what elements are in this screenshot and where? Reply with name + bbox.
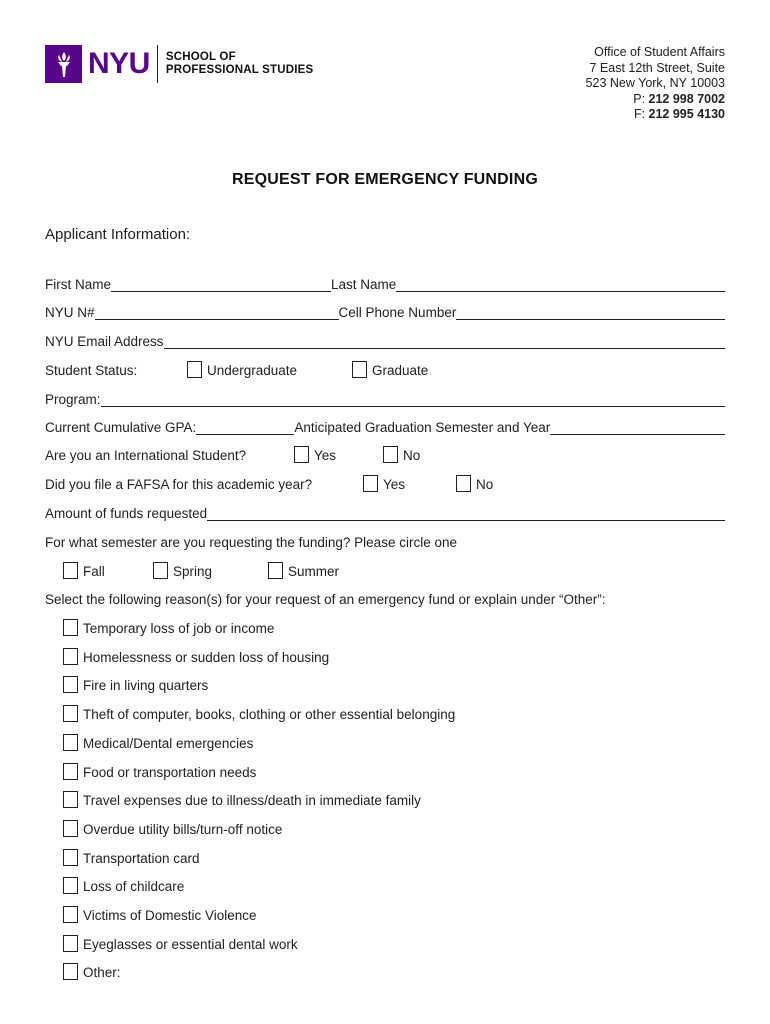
other-checkbox[interactable]: [63, 963, 78, 980]
reason-option: [63, 935, 298, 952]
summer-label: Summer: [288, 564, 340, 579]
gpa-field[interactable]: [196, 420, 294, 435]
gpa-row: [45, 413, 725, 435]
graduate-label: Graduate: [372, 363, 429, 378]
reason-item: [45, 930, 725, 952]
amount-row: [45, 499, 725, 521]
reason-item: [45, 643, 725, 665]
reason-label: Overdue utility bills/turn-off notice: [83, 822, 283, 837]
reason-option: [63, 791, 421, 808]
program-field[interactable]: [101, 392, 725, 407]
reason-checkbox[interactable]: [63, 935, 78, 952]
semester-option-spring: [153, 562, 212, 579]
reason-label: Loss of childcare: [83, 879, 185, 894]
reason-item: [45, 872, 725, 894]
status-option-undergraduate: [187, 361, 297, 378]
semester-options-row: [45, 557, 725, 579]
office-street: 7 East 12th Street, Suite: [589, 60, 725, 75]
reason-option: [63, 676, 208, 693]
cell-phone-field[interactable]: [456, 305, 725, 320]
spring-label: Spring: [173, 564, 213, 579]
reason-checkbox[interactable]: [63, 619, 78, 636]
program-row: [45, 385, 725, 407]
international-yes-label: Yes: [314, 448, 337, 463]
reason-label: Homelessness or sudden loss of housing: [83, 650, 330, 665]
last-name-field[interactable]: [396, 277, 725, 292]
reason-checkbox[interactable]: [63, 648, 78, 665]
nyu-sps-logo: [45, 45, 313, 83]
email-row: [45, 327, 725, 349]
reason-checkbox[interactable]: [63, 906, 78, 923]
reason-label: Medical/Dental emergencies: [83, 736, 254, 751]
page-title: REQUEST FOR EMERGENCY FUNDING: [232, 171, 538, 188]
graduate-checkbox[interactable]: [352, 361, 367, 378]
semester-option-summer: [268, 562, 339, 579]
program-label: Program:: [45, 392, 101, 407]
reason-label: Travel expenses due to illness/death in immediate family: [83, 793, 421, 808]
last-name-label: Last Name: [331, 277, 397, 292]
logo-divider: [157, 45, 158, 83]
reason-label: Fire in living quarters: [83, 678, 209, 693]
reason-option: [63, 619, 274, 636]
reason-option: [63, 877, 184, 894]
reason-item: [45, 671, 725, 693]
reason-option: [63, 705, 455, 722]
status-row: [45, 356, 725, 378]
reason-item: [45, 901, 725, 923]
email-label: NYU Email Address: [45, 334, 164, 349]
fall-checkbox[interactable]: [63, 562, 78, 579]
international-option-yes: [294, 446, 336, 463]
amount-field[interactable]: [207, 506, 725, 521]
status-label: Student Status:: [45, 363, 138, 378]
reason-item: [45, 815, 725, 837]
office-name: Office of Student Affairs: [594, 45, 725, 59]
first-name-label: First Name: [45, 277, 112, 292]
logo-wordmark: NYU: [88, 47, 150, 80]
reason-option: [63, 820, 282, 837]
office-city: 523 New York, NY 10003: [585, 76, 725, 90]
fafsa-no-checkbox[interactable]: [456, 475, 471, 492]
reason-checkbox[interactable]: [63, 849, 78, 866]
reason-item: [45, 786, 725, 808]
international-no-checkbox[interactable]: [383, 446, 398, 463]
international-option-no: [383, 446, 420, 463]
semester-question: For what semester are you requesting the funding? Please circle one: [45, 535, 457, 550]
office-fax: [586, 107, 725, 123]
graduation-label: Anticipated Graduation Semester and Year: [294, 420, 551, 435]
fafsa-yes-label: Yes: [383, 477, 406, 492]
reasons-question: Select the following reason(s) for your request of an emergency fund or explain under “Other”:: [45, 592, 606, 607]
school-line-2: PROFESSIONAL STUDIES: [165, 64, 314, 76]
id-row: [45, 298, 725, 320]
reason-checkbox[interactable]: [63, 820, 78, 837]
reason-option: [63, 849, 200, 866]
reason-item: [45, 758, 725, 780]
reason-item: [45, 844, 725, 866]
nyu-id-field[interactable]: [95, 305, 339, 320]
reason-checkbox[interactable]: [63, 877, 78, 894]
reason-checkbox[interactable]: [63, 676, 78, 693]
name-row: [45, 270, 725, 292]
semester-option-fall: [63, 562, 105, 579]
reason-option: [63, 906, 257, 923]
reasons-question-row: [45, 585, 725, 607]
section-heading: Applicant Information:: [45, 226, 191, 243]
international-row: [45, 441, 725, 463]
reason-item: [45, 614, 725, 636]
fax-label: F:: [633, 107, 646, 121]
reason-item-other: [45, 958, 725, 980]
reason-option: [63, 648, 329, 665]
office-address: [586, 45, 725, 123]
gpa-label: Current Cumulative GPA:: [45, 420, 197, 435]
fafsa-row: [45, 470, 725, 492]
fall-label: Fall: [83, 564, 105, 579]
reason-checkbox[interactable]: [63, 734, 78, 751]
reason-checkbox[interactable]: [63, 763, 78, 780]
amount-label: Amount of funds requested: [45, 506, 208, 521]
other-label: Other:: [83, 965, 121, 980]
office-phone: [586, 92, 725, 108]
fafsa-option-yes: [363, 475, 405, 492]
reason-option: [63, 963, 121, 980]
undergraduate-checkbox[interactable]: [187, 361, 202, 378]
reason-checkbox[interactable]: [63, 791, 78, 808]
undergraduate-label: Undergraduate: [207, 363, 298, 378]
phone-number: 212 998 7002: [648, 91, 725, 106]
school-line-1: SCHOOL OF: [165, 51, 236, 63]
fax-number: 212 995 4130: [648, 107, 725, 121]
phone-label: P:: [633, 91, 646, 106]
reason-label: Temporary loss of job or income: [83, 621, 275, 636]
reason-label: Transportation card: [83, 851, 200, 866]
email-field[interactable]: [164, 334, 725, 349]
school-name: [166, 51, 314, 77]
torch-icon: [45, 45, 82, 83]
reason-option: [63, 763, 256, 780]
nyu-id-label: NYU N#: [45, 305, 95, 320]
reason-label: Theft of computer, books, clothing or other essential belonging: [83, 707, 456, 722]
international-question: Are you an International Student?: [45, 448, 247, 463]
semester-question-row: [45, 528, 725, 550]
graduation-field[interactable]: [550, 420, 725, 435]
status-option-graduate: [352, 361, 428, 378]
first-name-field[interactable]: [111, 277, 331, 292]
international-yes-checkbox[interactable]: [294, 446, 309, 463]
summer-checkbox[interactable]: [268, 562, 283, 579]
reason-item: [45, 700, 725, 722]
cell-phone-label: Cell Phone Number: [338, 305, 457, 320]
fafsa-yes-checkbox[interactable]: [363, 475, 378, 492]
fafsa-question: Did you file a FAFSA for this academic year?: [45, 477, 313, 492]
reason-label: Food or transportation needs: [83, 765, 257, 780]
spring-checkbox[interactable]: [153, 562, 168, 579]
reason-option: [63, 734, 253, 751]
international-no-label: No: [403, 448, 421, 463]
reason-label: Eyeglasses or essential dental work: [83, 937, 298, 952]
reason-label: Victims of Domestic Violence: [83, 908, 257, 923]
fafsa-no-label: No: [476, 477, 494, 492]
reason-checkbox[interactable]: [63, 705, 78, 722]
fafsa-option-no: [456, 475, 493, 492]
reason-item: [45, 729, 725, 751]
